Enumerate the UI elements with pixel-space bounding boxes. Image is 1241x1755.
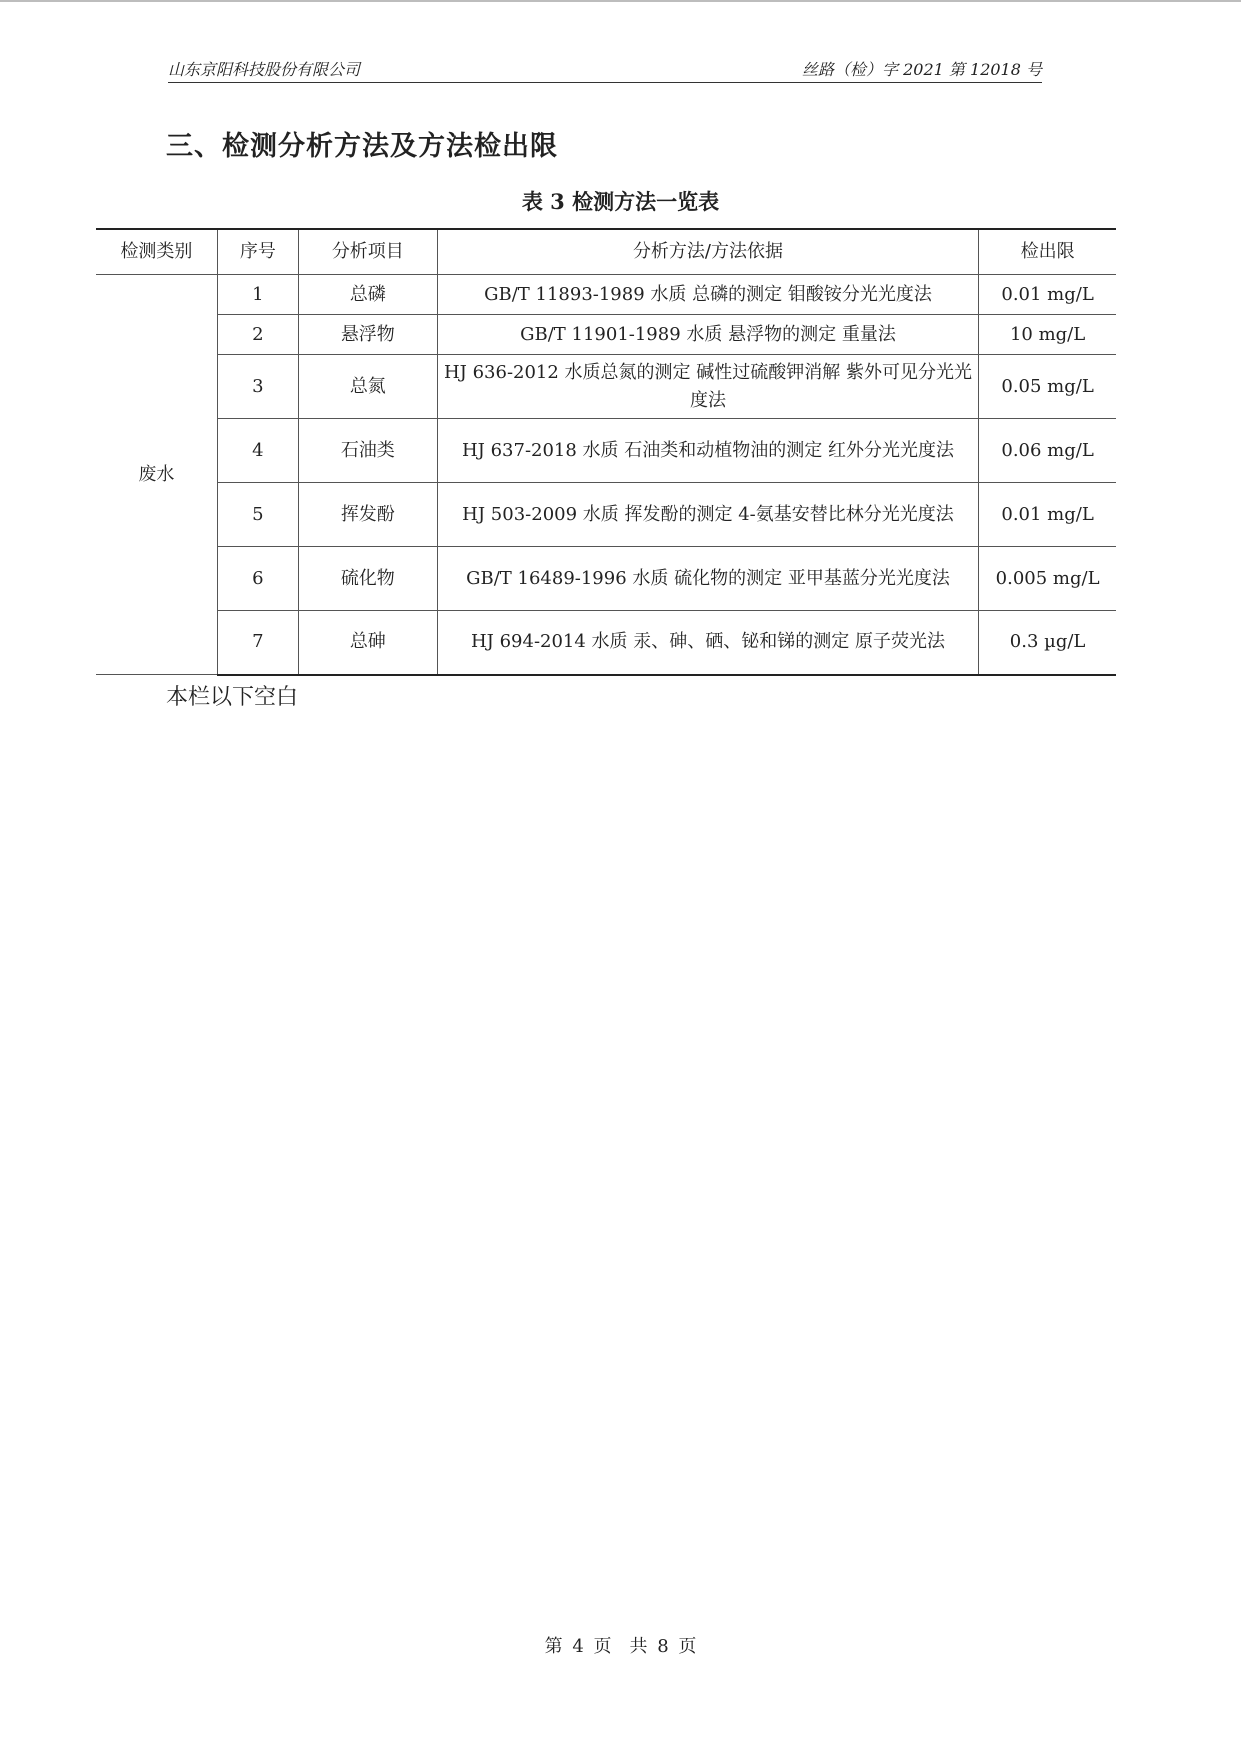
report-number: 丝路（检）字 2021 第 12018 号 [802, 60, 1042, 79]
row-item: 石油类 [298, 419, 437, 483]
row-item: 硫化物 [298, 547, 437, 611]
table-row [96, 355, 1116, 419]
row-number: 3 [217, 355, 298, 419]
row-limit: 0.05 mg/L [979, 355, 1116, 419]
table-row [96, 547, 1116, 611]
row-item: 挥发酚 [298, 483, 437, 547]
table-header-row [96, 229, 1116, 275]
table-row [96, 315, 1116, 355]
row-item: 总砷 [298, 611, 437, 675]
company-name: 山东京阳科技股份有限公司 [168, 60, 361, 79]
row-number: 7 [217, 611, 298, 675]
row-limit: 0.01 mg/L [979, 275, 1116, 315]
row-item: 总磷 [298, 275, 437, 315]
row-number: 5 [217, 483, 298, 547]
header-number: 序号 [217, 229, 298, 275]
category-cell: 废水 [96, 275, 217, 675]
detection-methods-table [96, 228, 1116, 676]
page-top-edge [0, 0, 1241, 2]
row-method: HJ 694-2014 水质 汞、砷、硒、铋和锑的测定 原子荧光法 [437, 611, 978, 675]
row-number: 1 [217, 275, 298, 315]
row-limit: 0.01 mg/L [979, 483, 1116, 547]
header-limit: 检出限 [979, 229, 1116, 275]
table-row [96, 275, 1116, 315]
page-footer: 第 4 页 共 8 页 [544, 1636, 697, 1657]
header-item: 分析项目 [298, 229, 437, 275]
row-method: GB/T 11901-1989 水质 悬浮物的测定 重量法 [437, 315, 978, 355]
row-number: 2 [217, 315, 298, 355]
row-method: GB/T 16489-1996 水质 硫化物的测定 亚甲基蓝分光光度法 [437, 547, 978, 611]
page-header [168, 52, 1042, 83]
blank-below-note: 本栏以下空白 [166, 685, 299, 710]
table-row [96, 419, 1116, 483]
row-limit: 0.06 mg/L [979, 419, 1116, 483]
row-limit: 0.005 mg/L [979, 547, 1116, 611]
row-number: 6 [217, 547, 298, 611]
row-item: 悬浮物 [298, 315, 437, 355]
row-limit: 10 mg/L [979, 315, 1116, 355]
table-caption: 表 3 检测方法一览表 [521, 189, 720, 214]
header-category: 检测类别 [96, 229, 217, 275]
row-number: 4 [217, 419, 298, 483]
row-method: HJ 637-2018 水质 石油类和动植物油的测定 红外分光光度法 [437, 419, 978, 483]
section-title: 三、检测分析方法及方法检出限 [166, 131, 558, 162]
table-row [96, 483, 1116, 547]
table-row [96, 611, 1116, 675]
row-method: HJ 503-2009 水质 挥发酚的测定 4-氨基安替比林分光光度法 [437, 483, 978, 547]
header-method: 分析方法/方法依据 [437, 229, 978, 275]
row-limit: 0.3 µg/L [979, 611, 1116, 675]
row-method: GB/T 11893-1989 水质 总磷的测定 钼酸铵分光光度法 [437, 275, 978, 315]
row-item: 总氮 [298, 355, 437, 419]
row-method: HJ 636-2012 水质总氮的测定 碱性过硫酸钾消解 紫外可见分光光度法 [437, 355, 978, 419]
